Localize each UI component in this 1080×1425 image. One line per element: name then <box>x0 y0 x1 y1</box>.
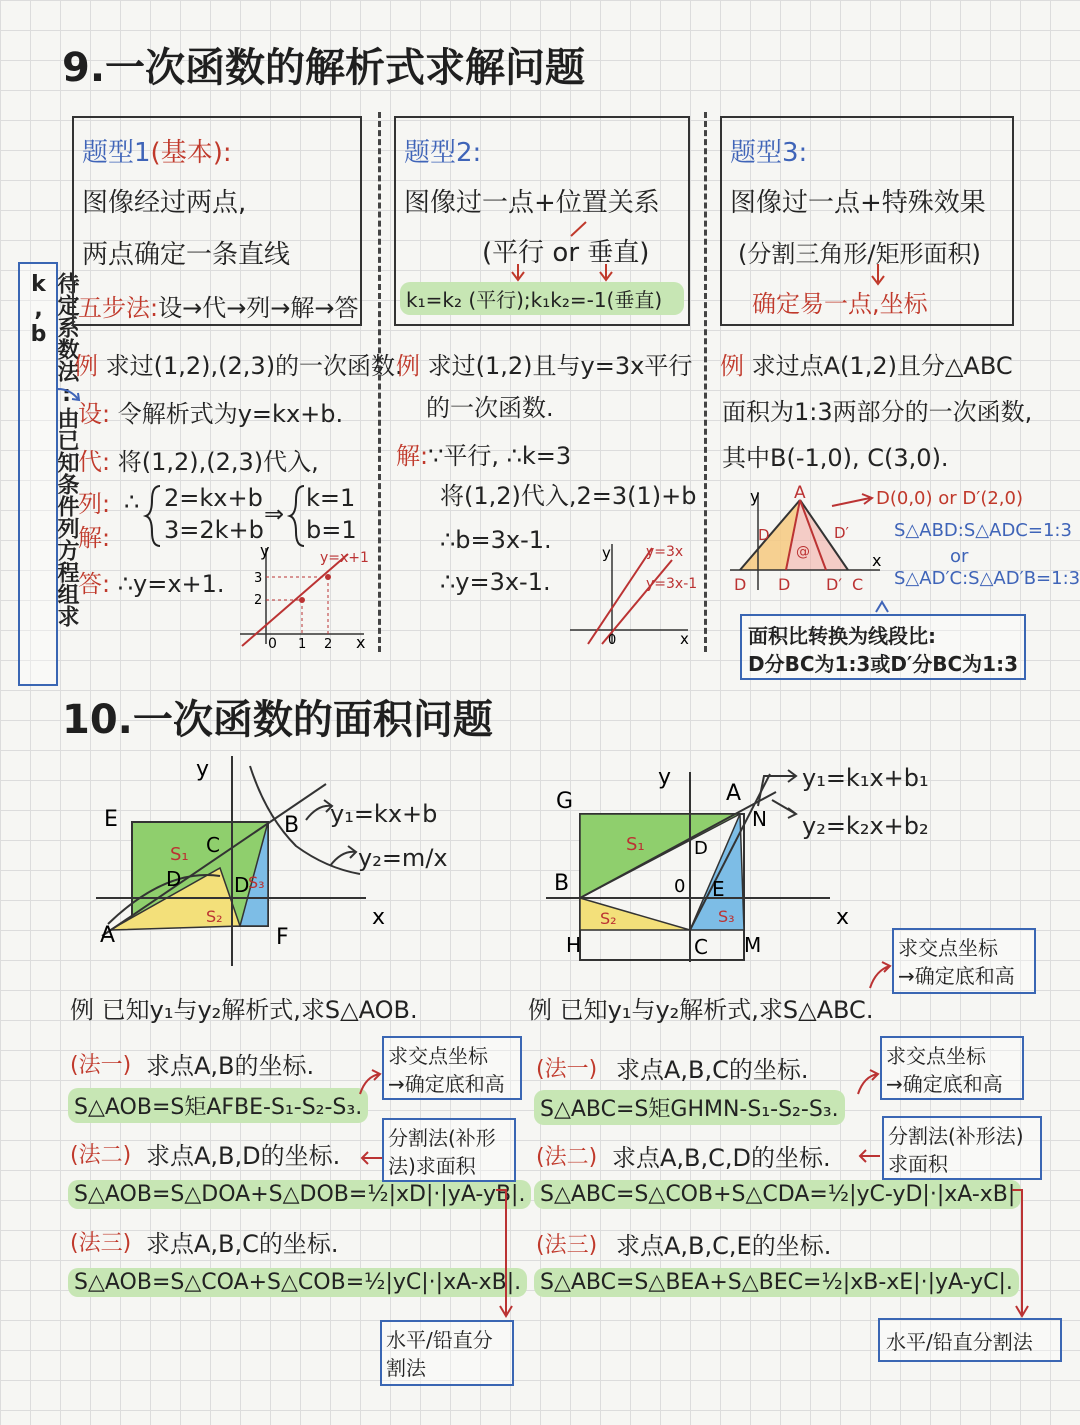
ex2-s-label: 解: <box>396 442 429 470</box>
ex1-j-label: 解: <box>78 524 111 552</box>
left-m2-formula: S△AOB=S△DOA+S△DOB=½|xD|·|yA-yB|. <box>68 1180 531 1209</box>
left-fig-F: F <box>276 925 289 950</box>
left-fn1-arrow <box>302 790 342 830</box>
graph1-point-1 <box>299 597 305 603</box>
ex3-note-box <box>740 614 1026 680</box>
right-m1-label: (法一) <box>536 1057 598 1082</box>
graph3-Dm: D <box>778 575 791 594</box>
ex3-note-2: D分BC为1:3或D′分BC为1:3 <box>748 652 1018 676</box>
left-m2-label: (法二) <box>70 1143 132 1168</box>
right-m3: 求点A,B,C,E的坐标. <box>616 1232 832 1260</box>
graph3-B: D <box>734 575 747 594</box>
left-fig-A: A <box>100 923 116 948</box>
right-fig-x: x <box>836 905 850 930</box>
left-note-2 <box>382 1118 516 1182</box>
left-m3: 求点A,B,C的坐标. <box>146 1230 339 1258</box>
ex1-question: 求过(1,2),(2,3)的一次函数. <box>105 352 403 380</box>
graph2 <box>568 540 698 650</box>
right-fig-C: C <box>694 935 708 959</box>
right-note-1 <box>880 1036 1024 1100</box>
graph2-x: x <box>680 630 689 648</box>
graph1-fn: y=x+1 <box>320 550 369 566</box>
divider-1 <box>378 112 381 652</box>
left-m2: 求点A,B,D的坐标. <box>146 1142 341 1170</box>
left-note-1b: →确定底和高 <box>388 1072 505 1096</box>
type1-five-head: 五步法: <box>78 294 159 322</box>
graph1-x: x <box>356 633 366 652</box>
ex1-a: ∴y=x+1. <box>117 570 225 598</box>
graph1-o: 0 <box>268 636 277 652</box>
ex2-label: 例 <box>396 352 420 380</box>
graph3-y: y <box>750 487 760 506</box>
type2-line1: 图像过一点+位置关系 <box>404 188 660 218</box>
type3-head: 题型3: <box>730 138 808 168</box>
left-fig-y: y <box>196 757 210 782</box>
right-fig-y: y <box>658 765 672 790</box>
graph2-fn2: y=3x-1 <box>646 576 698 592</box>
ex1-l-bot: 3=2k+b <box>164 516 264 544</box>
side-label: 待定系数法:由已知条件列方程组求k,b <box>26 272 79 627</box>
right-note-1a: 求交点坐标 <box>886 1044 986 1068</box>
right-note-0-arrow <box>866 962 896 992</box>
left-note-2a: 分割法(补形 <box>388 1126 496 1150</box>
right-fig-M: M <box>744 933 762 957</box>
graph1-t3: 3 <box>254 571 263 586</box>
left-m1-label: (法一) <box>70 1053 132 1078</box>
ex1-s-label: 设: <box>78 400 111 428</box>
ex1-j-bot: b=1 <box>306 516 357 544</box>
right-figure <box>540 762 860 962</box>
ex1-d-label: 代: <box>78 448 111 476</box>
left-note-3a: 水平/铅直分 <box>386 1328 493 1352</box>
ex3-or: or <box>950 546 969 567</box>
left-fig-B: B <box>284 813 300 838</box>
type2-box <box>394 116 690 326</box>
type3-line1: 图像过一点+特殊效果 <box>730 188 986 218</box>
graph1-y: y <box>260 541 270 560</box>
right-fig-E: E <box>712 877 725 901</box>
section9-title: 9.一次函数的解析式求解问题 <box>62 45 586 91</box>
left-note-1 <box>382 1036 522 1100</box>
type1-box <box>72 116 362 326</box>
right-fig-N: N <box>752 807 767 831</box>
left-note-3 <box>380 1320 514 1386</box>
left-fn2-arrow <box>326 836 366 876</box>
left-m3-label: (法三) <box>70 1231 132 1256</box>
section10-title: 10.一次函数的面积问题 <box>62 697 493 743</box>
ex2-s4: ∴y=3x-1. <box>440 568 551 596</box>
ex3-pts-arrow <box>830 492 880 512</box>
right-note-0 <box>892 928 1036 994</box>
type1-head-note: (基本): <box>150 138 232 168</box>
left-m3-formula: S△AOB=S△COA+S△COB=½|yC|·|xA-xB|. <box>68 1268 527 1297</box>
left-example: 例 已知y₁与y₂解析式,求S△AOB. <box>70 996 418 1024</box>
ex1-l-top: 2=kx+b <box>164 484 263 512</box>
right-fig-A: A <box>726 781 742 806</box>
type2-line2: (平行 or 垂直) <box>482 238 650 268</box>
graph2-y: y <box>602 544 611 562</box>
type1-head: 题型1 <box>82 138 151 168</box>
left-fig-D: D <box>166 867 182 891</box>
graph2-o: 0 <box>608 633 617 648</box>
right-fig-S2: S₂ <box>600 909 617 928</box>
left-m1-formula: S△AOB=S矩AFBE-S₁-S₂-S₃. <box>68 1088 368 1123</box>
side-label-box <box>18 262 79 686</box>
left-note-2-arrow <box>358 1148 388 1168</box>
ex3-q3: 其中B(-1,0), C(3,0). <box>722 444 949 472</box>
right-fn2: y₂=k₂x+b₂ <box>802 812 929 840</box>
right-fig-S3: S₃ <box>718 907 735 926</box>
right-fig-O: 0 <box>674 876 686 897</box>
left-note-1-arrow <box>356 1070 386 1100</box>
left-fig-E: E <box>104 807 118 832</box>
graph1-tx1: 1 <box>298 637 307 652</box>
graph3-center: @ <box>796 544 810 560</box>
left-fn2: y₂=m/x <box>358 844 448 872</box>
type3-arrow <box>868 262 888 286</box>
right-note-2-arrow <box>856 1146 886 1166</box>
right-m2: 求点A,B,C,D的坐标. <box>612 1144 831 1172</box>
type3-line2: (分割三角形/矩形面积) <box>738 240 981 268</box>
type1-five-steps: 设→代→列→解→答 <box>158 294 359 322</box>
ex2-s3: ∴b=3x-1. <box>440 526 552 554</box>
graph3-D2: D′ <box>834 524 849 542</box>
left-fig-S3: S₃ <box>248 873 265 892</box>
graph3-A: A <box>794 483 806 503</box>
ex1-s: 令解析式为y=kx+b. <box>117 400 344 428</box>
type2-arrows <box>456 214 696 274</box>
ex3-q1: 求过点A(1,2)且分△ABC <box>751 352 1013 380</box>
right-note-2 <box>882 1116 1042 1180</box>
ex2-s2: 将(1,2)代入,2=3(1)+b <box>440 482 697 510</box>
right-note-2b: 求面积 <box>888 1152 948 1176</box>
right-fig-B: B <box>554 871 570 896</box>
ex2-q1: 求过(1,2)且与y=3x平行 <box>427 352 693 380</box>
divider-2 <box>704 112 707 652</box>
type1-line1: 图像经过两点, <box>82 188 247 218</box>
graph3-Dp: D′ <box>826 575 842 594</box>
left-m1: 求点A,B的坐标. <box>146 1052 315 1080</box>
right-note-0a: 求交点坐标 <box>898 936 998 960</box>
ex3-note-1: 面积比转换为线段比: <box>748 624 936 648</box>
left-fig-x: x <box>372 905 386 930</box>
ex3-q2: 面积为1:3两部分的一次函数, <box>722 398 1033 426</box>
ex2-q2: 的一次函数. <box>426 394 554 422</box>
right-bracket-arrow <box>1010 1186 1040 1326</box>
right-m3-label: (法三) <box>536 1233 598 1258</box>
right-note-1-arrow <box>854 1070 884 1100</box>
right-fig-H: H <box>566 933 582 957</box>
ex1-l-label: 列: <box>78 490 111 518</box>
left-fig-C: C <box>206 833 220 857</box>
ex3-pts: D(0,0) or D′(2,0) <box>876 488 1024 509</box>
ex2-s1: ∵平行, ∴k=3 <box>428 442 572 470</box>
type2-head: 题型2: <box>404 138 482 168</box>
graph1-t2: 2 <box>254 593 263 608</box>
right-m3-formula: S△ABC=S△BEA+S△BEC=½|xB-xE|·|yA-yC|. <box>534 1268 1019 1297</box>
right-fig-D: D <box>694 838 708 859</box>
ex1-d: 将(1,2),(2,3)代入, <box>117 448 319 476</box>
right-m2-label: (法二) <box>536 1145 598 1170</box>
right-note-3 <box>878 1318 1062 1362</box>
ex3-label: 例 <box>720 352 744 380</box>
right-fn1: y₁=k₁x+b₁ <box>802 764 929 792</box>
right-note-3-text: 水平/铅直分割法 <box>886 1330 1033 1354</box>
ex1-a-label: 答: <box>78 570 111 598</box>
ex1-j-top: k=1 <box>306 484 356 512</box>
ex3-ratio2: S△AD′C:S△AD′B=1:3 <box>894 568 1080 589</box>
left-bracket-arrow <box>494 1186 524 1326</box>
type3-line3: 确定易一点,坐标 <box>752 290 928 318</box>
right-m1-formula: S△ABC=S矩GHMN-S₁-S₂-S₃. <box>534 1090 845 1125</box>
ex1-label: 例 <box>74 352 98 380</box>
type2-formula: k₁=k₂ (平行);k₁k₂=-1(垂直) <box>400 282 684 315</box>
left-fig-S1: S₁ <box>170 844 189 865</box>
graph3-C: C <box>852 575 864 594</box>
right-fig-S1: S₁ <box>626 834 645 855</box>
left-note-2b: 法)求面积 <box>388 1154 476 1178</box>
left-note-1a: 求交点坐标 <box>388 1044 488 1068</box>
right-m1: 求点A,B,C的坐标. <box>616 1056 809 1084</box>
graph2-fn1: y=3x <box>646 544 684 560</box>
right-fig-G: G <box>556 789 574 814</box>
right-note-2a: 分割法(补形法) <box>888 1124 1024 1148</box>
left-fig-S2: S₂ <box>206 907 223 926</box>
graph1-tx2: 2 <box>324 637 333 652</box>
left-fn1: y₁=kx+b <box>330 800 438 828</box>
graph3-x: x <box>872 551 882 570</box>
type3-box <box>720 116 1014 326</box>
graph1-point-2 <box>325 574 331 580</box>
right-note-1b: →确定底和高 <box>886 1072 1003 1096</box>
graph1 <box>236 542 376 652</box>
left-fig-D2: D <box>234 873 250 897</box>
ex3-ratio1: S△ABD:S△ADC=1:3 <box>894 520 1072 541</box>
right-example: 例 已知y₁与y₂解析式,求S△ABC. <box>528 996 874 1024</box>
right-m2-formula: S△ABC=S△COB+S△CDA=½|yC-yD|·|xA-xB| <box>534 1180 1021 1209</box>
type1-line2: 两点确定一条直线 <box>82 240 291 270</box>
graph3-D1: D <box>758 526 770 544</box>
left-note-3b: 割法 <box>386 1356 426 1380</box>
right-note-0b: →确定底和高 <box>898 964 1015 988</box>
